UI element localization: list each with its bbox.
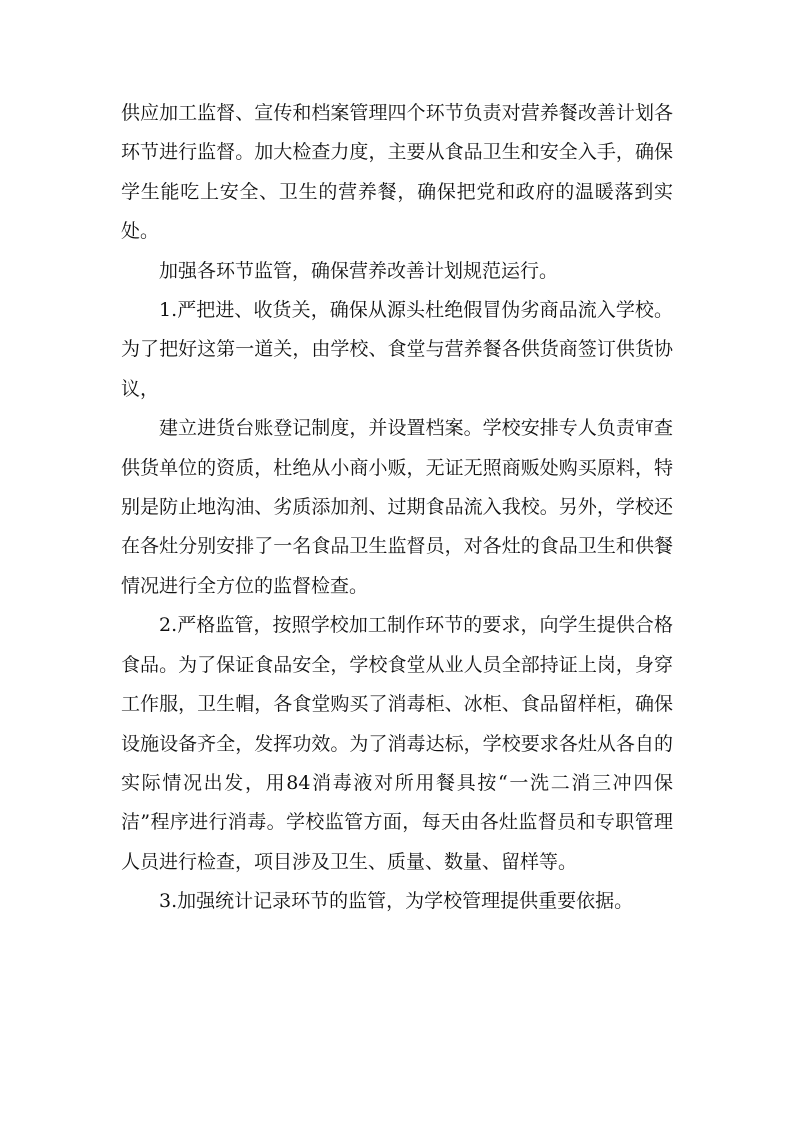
paragraph-1: 供应加工监督、宣传和档案管理四个环节负责对营养餐改善计划各环节进行监督。加大检查力度，主要从食品卫生和安全入手，确保学生能吃上安全、卫生的营养餐，确保把党和政府的温暖落到实处。 bbox=[121, 102, 673, 243]
paragraph-2: 加强各环节监管，确保营养改善计划规范运行。 bbox=[159, 259, 559, 282]
document-body bbox=[121, 94, 673, 922]
paragraph-5: 2.严格监管，按照学校加工制作环节的要求，向学生提供合格食品。为了保证食品安全，学校食堂从业人员全部持证上岗，身穿工作服，卫生帽，各食堂购买了消毒柜、冰柜、食品留样柜，确保设施设备齐全，发挥功效。为了消毒达标，学校要求各灶从各自的实际情况出发，用84消毒液对所用餐具按“一洗二消三冲四保洁”程序进行消毒。学校监管方面，每天由各灶监督员和专职管理人员进行检查，项目涉及卫生、质量、数量、留样等。 bbox=[121, 614, 673, 873]
paragraph-4: 建立进货台账登记制度，并设置档案。学校安排专人负责审查供货单位的资质，杜绝从小商小贩，无证无照商贩处购买原料，特别是防止地沟油、劣质添加剂、过期食品流入我校。另外，学校还在各灶分别安排了一名食品卫生监督员，对各灶的食品卫生和供餐情况进行全方位的监督检查。 bbox=[121, 417, 673, 597]
paragraph-3: 1.严把进、收货关，确保从源头杜绝假冒伪劣商品流入学校。为了把好这第一道关，由学校、食堂与营养餐各供货商签订供货协议， bbox=[121, 299, 673, 400]
paragraph-6: 3.加强统计记录环节的监管，为学校管理提供重要依据。 bbox=[159, 890, 634, 913]
